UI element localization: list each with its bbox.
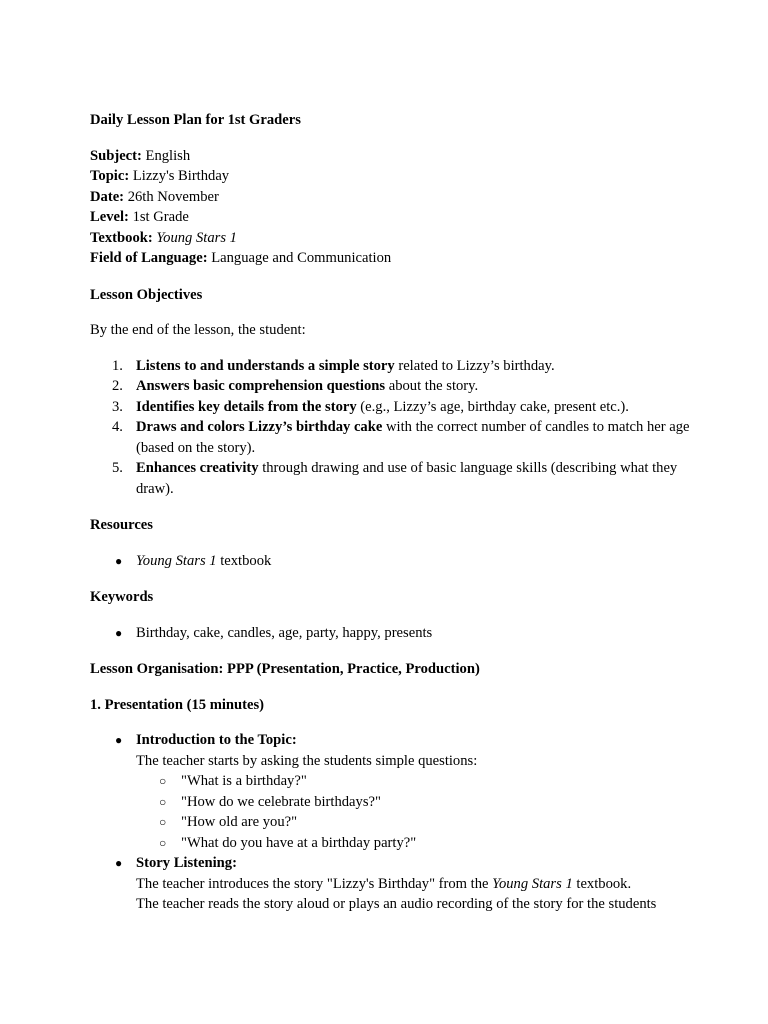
- meta-textbook: Textbook: Young Stars 1: [90, 229, 237, 246]
- objective-item: 3. Identifies key details from the story (e.g., Lizzy’s age, birthday cake, present etc.).: [112, 398, 629, 415]
- document-page: [90, 110, 690, 915]
- bullet-icon: ●: [115, 856, 123, 870]
- question-item: ○ "What do you have at a birthday party?": [136, 833, 690, 854]
- objectives-intro: By the end of the lesson, the student:: [90, 322, 306, 338]
- story-list: [90, 853, 690, 915]
- story-line-1: The teacher introduces the story "Lizzy's Birthday" from the Young Stars 1 textbook.: [136, 875, 632, 892]
- list-item: [90, 853, 690, 915]
- circle-bullet-icon: ○: [159, 815, 167, 829]
- objective-item: 1. Listens to and understands a simple story related to Lizzy’s birthday.: [112, 357, 555, 374]
- presentation-heading: 1. Presentation (15 minutes): [90, 696, 265, 713]
- resources-heading: Resources: [90, 517, 153, 533]
- bullet-icon: ●: [115, 625, 123, 640]
- lesson-meta: [90, 146, 690, 269]
- meta-date: Date: 26th November: [90, 188, 219, 205]
- question-item: ○ "How old are you?": [136, 812, 690, 833]
- objective-item: 2. Answers basic comprehension questions about the story.: [112, 378, 479, 394]
- objectives-list: [90, 356, 690, 500]
- story-line-2: The teacher reads the story aloud or plays an audio recording of the story for the students: [136, 896, 657, 912]
- questions-list: [90, 771, 690, 853]
- question-item: ○ "What is a birthday?": [136, 771, 690, 792]
- objective-item: 5. Enhances creativity through drawing and use of basic language skills (describing what they draw).: [112, 460, 678, 497]
- resources-list: [90, 551, 690, 572]
- meta-subject: Subject: English: [90, 147, 191, 164]
- bullet-icon: ●: [115, 733, 123, 747]
- keywords-list: [90, 623, 690, 644]
- document-title: Daily Lesson Plan for 1st Graders: [90, 112, 301, 128]
- question-item: ○ "How do we celebrate birthdays?": [136, 792, 690, 813]
- story-listening-label: Story Listening:: [136, 855, 237, 871]
- objective-item: 4. Draws and colors Lizzy’s birthday cake with the correct number of candles to match her age (based on the story).: [112, 419, 690, 456]
- intro-topic-text: The teacher starts by asking the students simple questions:: [136, 752, 478, 769]
- circle-bullet-icon: ○: [159, 774, 167, 788]
- intro-topic-label: Introduction to the Topic:: [136, 732, 297, 748]
- circle-bullet-icon: ○: [159, 794, 167, 809]
- organisation-heading: Lesson Organisation: PPP (Presentation, Practice, Production): [90, 661, 480, 677]
- meta-level: Level: 1st Grade: [90, 209, 189, 225]
- presentation-list: [90, 730, 690, 771]
- meta-field-of-language: Field of Language: Language and Communication: [90, 250, 392, 266]
- list-item: ● Birthday, cake, candles, age, party, happy, presents: [90, 623, 690, 644]
- bullet-icon: ●: [115, 553, 123, 568]
- list-item: ● Young Stars 1 textbook: [90, 551, 690, 572]
- list-item: [90, 730, 690, 771]
- circle-bullet-icon: ○: [159, 835, 167, 850]
- keywords-heading: Keywords: [90, 589, 154, 605]
- objectives-heading: Lesson Objectives: [90, 286, 203, 303]
- meta-topic: Topic: Lizzy's Birthday: [90, 168, 230, 184]
